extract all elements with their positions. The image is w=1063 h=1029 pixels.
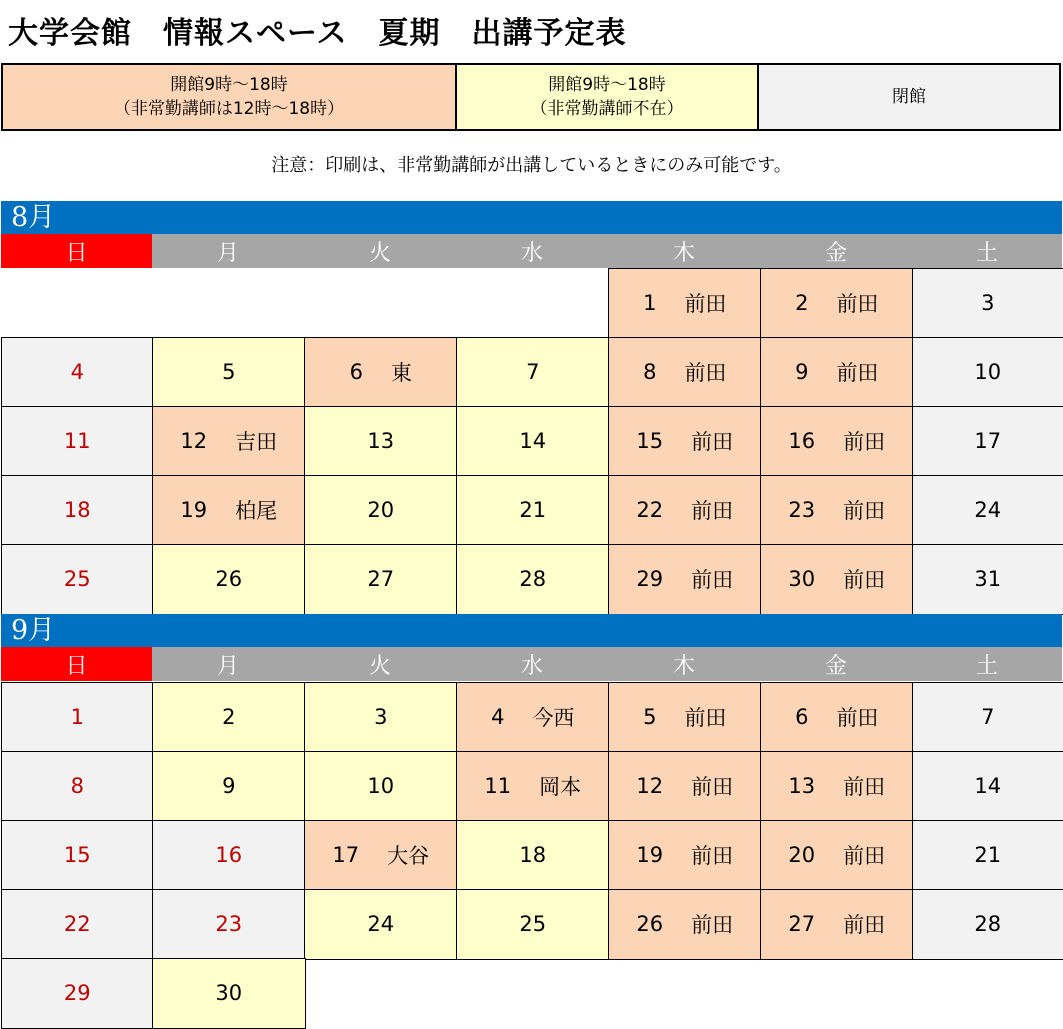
day-number: 8: [70, 774, 84, 799]
day-cell: [456, 337, 610, 408]
day-number: 12: [180, 429, 208, 454]
day-cell: [912, 337, 1063, 408]
day-cell: [304, 475, 458, 546]
lecturer-name: 前田: [836, 361, 879, 386]
weekday-wed: 水: [456, 234, 608, 268]
weekday-fri: 金: [760, 647, 912, 681]
day-number: 10: [974, 360, 1002, 385]
weekday-thu: 木: [608, 647, 760, 681]
day-number: 20: [788, 843, 816, 868]
day-number: 22: [636, 498, 664, 523]
day-number: 17: [332, 843, 360, 868]
day-cell: [304, 820, 458, 891]
legend-closed-label: 閉館: [892, 87, 926, 107]
empty-cell: [760, 958, 914, 1029]
day-cell: [456, 544, 610, 615]
empty-cell: [912, 958, 1063, 1029]
day-number: 12: [636, 774, 664, 799]
lecturer-name: 前田: [691, 568, 734, 593]
lecturer-name: 前田: [843, 913, 886, 938]
day-number: 26: [215, 567, 243, 592]
day-number: 29: [63, 981, 91, 1006]
day-number: 20: [367, 498, 395, 523]
day-cell: [456, 682, 610, 753]
legend: [1, 63, 1061, 131]
legend-open-no-lecturer-note: （非常勤講師不在）: [530, 99, 684, 119]
day-cell: [912, 889, 1063, 960]
day-cell: [1, 820, 154, 891]
lecturer-name: 前田: [691, 775, 734, 800]
day-cell: [760, 820, 914, 891]
day-cell: [304, 337, 458, 408]
day-number: 3: [374, 705, 388, 730]
day-number: 1: [70, 705, 84, 730]
day-number: 2: [222, 705, 236, 730]
day-number: 18: [519, 843, 547, 868]
day-cell: [608, 544, 762, 615]
lecturer-name: 前田: [843, 499, 886, 524]
day-cell: [152, 406, 306, 477]
day-number: 4: [70, 360, 84, 385]
day-number: 3: [981, 291, 995, 316]
weekday-fri: 金: [760, 234, 912, 268]
day-number: 5: [643, 705, 657, 730]
day-cell: [1, 544, 154, 615]
day-cell: [912, 406, 1063, 477]
empty-cell: [304, 268, 458, 339]
day-cell: [608, 682, 762, 753]
weekday-sun: 日: [1, 647, 152, 681]
day-number: 14: [519, 429, 547, 454]
day-number: 18: [63, 498, 91, 523]
day-number: 4: [491, 705, 505, 730]
day-cell: [608, 751, 762, 822]
day-cell: [760, 889, 914, 960]
day-number: 24: [974, 498, 1002, 523]
day-number: 30: [215, 981, 243, 1006]
day-cell: [912, 820, 1063, 891]
day-cell: [760, 406, 914, 477]
lecturer-name: 柏尾: [235, 499, 278, 524]
day-cell: [152, 820, 306, 891]
lecturer-name: 前田: [836, 292, 879, 317]
day-cell: [760, 475, 914, 546]
day-cell: [608, 406, 762, 477]
day-number: 16: [215, 843, 243, 868]
day-cell: [304, 751, 458, 822]
lecturer-name: 前田: [684, 706, 727, 731]
day-cell: [152, 682, 306, 753]
day-cell: [912, 268, 1063, 339]
day-number: 9: [222, 774, 236, 799]
day-cell: [912, 475, 1063, 546]
empty-cell: [456, 958, 610, 1029]
lecturer-name: 前田: [843, 430, 886, 455]
day-number: 19: [180, 498, 208, 523]
legend-open-no-lecturer: [457, 65, 759, 129]
day-number: 21: [519, 498, 547, 523]
day-number: 6: [349, 360, 363, 385]
day-cell: [912, 751, 1063, 822]
weekday-sun: 日: [1, 234, 152, 268]
day-cell: [1, 475, 154, 546]
day-number: 25: [63, 567, 91, 592]
legend-closed: [759, 65, 1059, 129]
page-title: 大学会館 情報スペース 夏期 出講予定表: [8, 16, 627, 51]
day-number: 15: [63, 843, 91, 868]
day-cell: [152, 544, 306, 615]
weekday-sat: 土: [912, 234, 1062, 268]
day-number: 1: [643, 291, 657, 316]
lecturer-name: 前田: [684, 361, 727, 386]
day-cell: [152, 475, 306, 546]
weekday-mon: 月: [152, 647, 304, 681]
day-cell: [304, 889, 458, 960]
day-cell: [608, 889, 762, 960]
day-number: 7: [981, 705, 995, 730]
day-number: 19: [636, 843, 664, 868]
day-number: 13: [788, 774, 816, 799]
calendar-grid-august: [1, 268, 1062, 613]
weekday-sat: 土: [912, 647, 1062, 681]
day-number: 21: [974, 843, 1002, 868]
day-number: 17: [974, 429, 1002, 454]
lecturer-name: 吉田: [235, 430, 278, 455]
month-header-september: 9月: [1, 614, 1062, 647]
weekday-header-august: [1, 234, 1062, 268]
day-number: 23: [788, 498, 816, 523]
empty-cell: [608, 958, 762, 1029]
day-cell: [1, 682, 154, 753]
day-cell: [456, 406, 610, 477]
day-cell: [152, 889, 306, 960]
day-number: 26: [636, 912, 664, 937]
weekday-tue: 火: [304, 647, 456, 681]
day-cell: [1, 337, 154, 408]
day-cell: [1, 406, 154, 477]
empty-cell: [152, 268, 306, 339]
day-number: 14: [974, 774, 1002, 799]
weekday-header-september: [1, 647, 1062, 681]
day-cell: [456, 889, 610, 960]
day-cell: [152, 958, 306, 1029]
day-cell: [1, 889, 154, 960]
day-number: 7: [526, 360, 540, 385]
weekday-wed: 水: [456, 647, 608, 681]
day-cell: [304, 544, 458, 615]
day-number: 30: [788, 567, 816, 592]
day-cell: [456, 820, 610, 891]
day-number: 13: [367, 429, 395, 454]
day-cell: [912, 682, 1063, 753]
day-cell: [608, 268, 762, 339]
day-cell: [1, 958, 154, 1029]
print-note: 注意：印刷は、非常勤講師が出講しているときにのみ可能です。: [271, 155, 792, 176]
lecturer-name: 前田: [836, 706, 879, 731]
lecturer-name: 今西: [532, 706, 575, 731]
day-number: 9: [795, 360, 809, 385]
weekday-mon: 月: [152, 234, 304, 268]
day-number: 29: [636, 567, 664, 592]
lecturer-name: 岡本: [539, 775, 582, 800]
day-cell: [456, 751, 610, 822]
lecturer-name: 前田: [843, 844, 886, 869]
weekday-tue: 火: [304, 234, 456, 268]
lecturer-name: 前田: [691, 430, 734, 455]
day-number: 10: [367, 774, 395, 799]
day-number: 25: [519, 912, 547, 937]
day-number: 22: [63, 912, 91, 937]
lecturer-name: 前田: [691, 913, 734, 938]
month-header-august: 8月: [1, 201, 1062, 234]
legend-open-with-lecturer: [3, 65, 457, 129]
day-number: 27: [788, 912, 816, 937]
day-cell: [304, 682, 458, 753]
day-number: 8: [643, 360, 657, 385]
day-cell: [760, 337, 914, 408]
lecturer-name: 前田: [691, 499, 734, 524]
empty-cell: [1, 268, 154, 339]
lecturer-name: 前田: [691, 844, 734, 869]
day-number: 28: [974, 912, 1002, 937]
day-number: 28: [519, 567, 547, 592]
day-number: 11: [63, 429, 91, 454]
day-number: 15: [636, 429, 664, 454]
day-cell: [152, 751, 306, 822]
day-cell: [456, 475, 610, 546]
lecturer-name: 大谷: [387, 844, 430, 869]
day-number: 2: [795, 291, 809, 316]
day-number: 24: [367, 912, 395, 937]
day-cell: [608, 820, 762, 891]
calendar-grid-september: [1, 682, 1062, 1027]
day-cell: [608, 475, 762, 546]
lecturer-name: 前田: [843, 775, 886, 800]
day-number: 27: [367, 567, 395, 592]
day-cell: [608, 337, 762, 408]
legend-open-with-lecturer-note: （非常勤講師は12時～18時）: [113, 99, 345, 119]
day-number: 5: [222, 360, 236, 385]
lecturer-name: 前田: [843, 568, 886, 593]
day-cell: [912, 544, 1063, 615]
legend-open-with-lecturer-hours: 開館9時～18時: [170, 75, 288, 95]
day-cell: [760, 544, 914, 615]
lecturer-name: 東: [390, 361, 412, 386]
empty-cell: [456, 268, 610, 339]
day-cell: [1, 751, 154, 822]
day-cell: [152, 337, 306, 408]
day-cell: [760, 268, 914, 339]
day-number: 16: [788, 429, 816, 454]
day-cell: [760, 682, 914, 753]
day-number: 23: [215, 912, 243, 937]
legend-open-no-lecturer-hours: 開館9時～18時: [548, 75, 666, 95]
day-cell: [760, 751, 914, 822]
weekday-thu: 木: [608, 234, 760, 268]
day-cell: [304, 406, 458, 477]
day-number: 11: [484, 774, 512, 799]
lecturer-name: 前田: [684, 292, 727, 317]
day-number: 6: [795, 705, 809, 730]
day-number: 31: [974, 567, 1002, 592]
empty-cell: [304, 958, 458, 1029]
